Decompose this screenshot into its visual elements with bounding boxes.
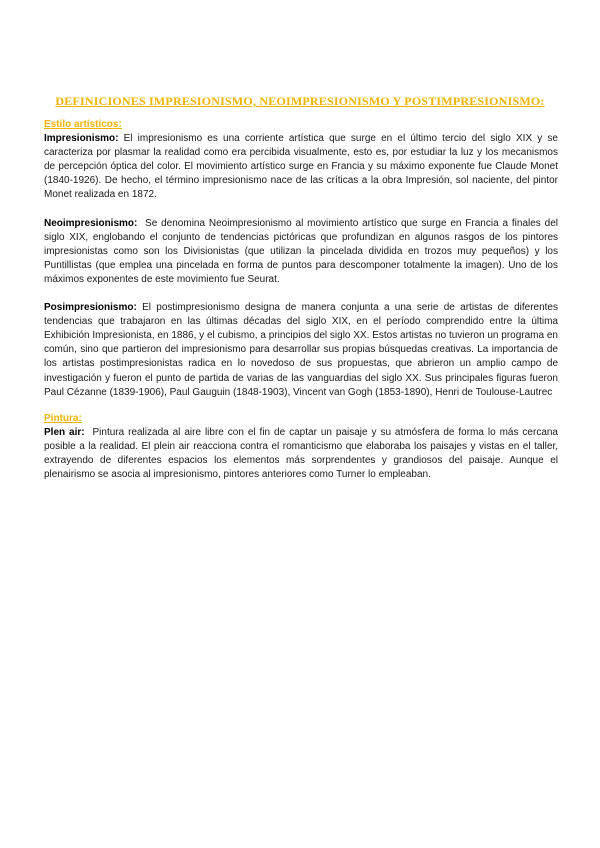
definition-plen-air <box>44 426 561 482</box>
definition-term: Posimpresionismo: <box>44 302 137 314</box>
definition-text: El postimpresionismo designa de manera conjunta a una serie de artistas de diferentes tendencias que trabajaron en las últimas décadas del siglo XIX, en el período comprendido entre la última Exhibición Impresionista, en 1886, y el cubismo, a principios del siglo XX. Estos artistas no tuvieron un programa en común, sino que partieron del impresionismo para desarrollar sus propias búsquedas creativas. La importancia de los artistas postimpresionistas radica en lo novedoso de sus propuestas, que abrieron un amplio campo de investigación y fueron el punto de partida de varias de las vanguardias del siglo XX. Sus principales figuras fueron Paul Cézanne (1839-1906), Paul Gauguin (1848-1903), Vincent van Gogh (1853-1890), Henri de Toulouse-Lautrec <box>44 302 558 398</box>
definition-impresionismo <box>44 132 558 202</box>
document-title: DEFINICIONES IMPRESIONISMO, NEOIMPRESIONISMO Y POSTIMPRESIONISMO: <box>55 94 545 108</box>
definition-neoimpresionismo <box>44 217 561 287</box>
definition-term: Impresionismo: <box>44 133 119 145</box>
definition-term: Plen air: <box>44 426 85 438</box>
definition-term: Neoimpresionismo: <box>44 217 138 229</box>
definition-text: El impresionismo es una corriente artística que surge en el último tercio del siglo XIX y se caracteriza por plasmar la realidad como era percibida visualmente, esto es, por estudiar la luz y los mecanismos de percepción óptica del color. El movimiento artístico surge en Francia y su máximo exponente fue Claude Monet (1840-1926). De hecho, el término impresionismo nace de las críticas a la obra Impresión, sol naciente, del pintor Monet realizada en 1872. <box>44 133 558 201</box>
section-heading-pintura: Pintura: <box>44 412 82 424</box>
section-heading-estilo: Estilo artísticos: <box>44 119 122 130</box>
definition-posimpresionismo <box>44 301 558 400</box>
definition-text: Se denomina Neoimpresionismo al movimiento artístico que surge en Francia a finales del siglo XIX, englobando el conjunto de tendencias pictóricas que profundizan en algunos rasgos de los pintores impresionistas como son los Divisionistas (que utilizan la pincelada dividida en trozos muy pequeños) y los Puntillistas (que emplea una pincelada en forma de puntos para descomponer totalmente la imagen). Uno de los máximos exponentes de este movimiento fue Seurat. <box>44 217 561 285</box>
definition-text: Pintura realizada al aire libre con el fin de captar un paisaje y su atmósfera de forma lo más cercana posible a la realidad. El plein air reacciona contra el romanticismo que elaboraba los paisajes y vistas en el taller, extrayendo de diferentes espacios los elementos más sorprendentes y grandiosos del paisaje. Aunque el plenairismo se asocia al impresionismo, pintores anteriores como Turner lo empleaban. <box>44 426 561 481</box>
document-body <box>44 118 561 482</box>
